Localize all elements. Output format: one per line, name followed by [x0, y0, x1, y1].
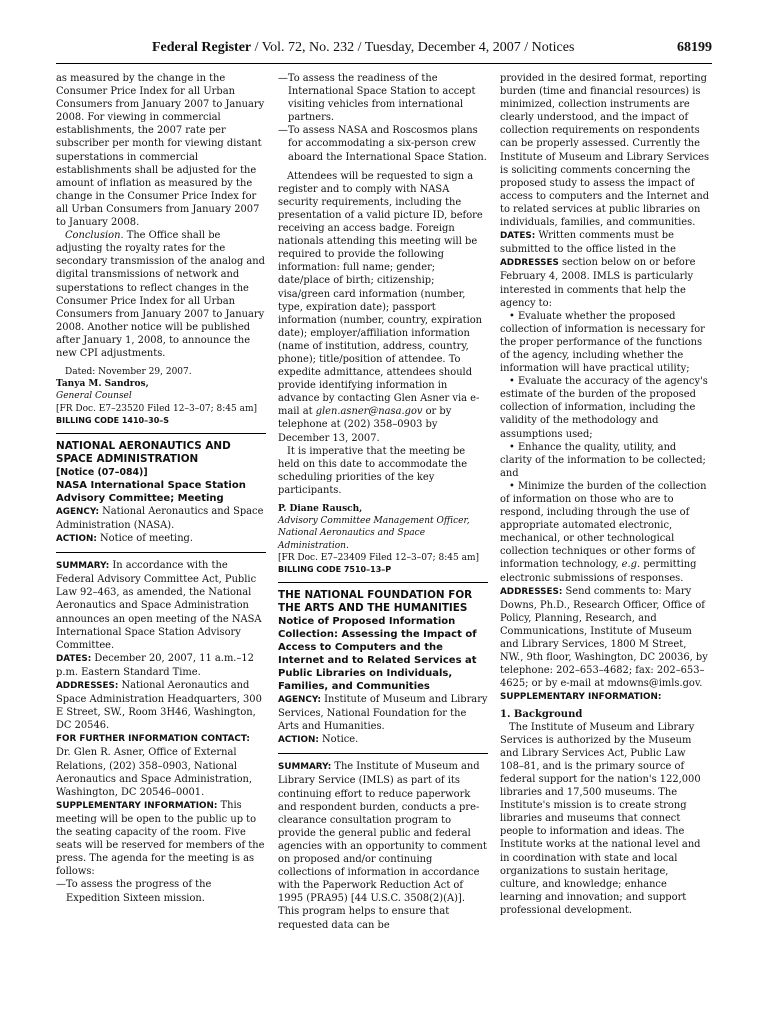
action-label: ACTION: — [278, 735, 319, 746]
section-divider — [278, 582, 488, 583]
eg-abbrev: e.g. — [621, 559, 641, 571]
billing-code: BILLING CODE 7510–13–P — [278, 565, 392, 575]
action-text: Notice. — [318, 734, 359, 746]
bullet-item: • Enhance the quality, utility, and clarity of the information to be collected; and — [500, 441, 706, 479]
addresses-field — [500, 585, 710, 691]
dates-text: Written comments must be submitted to the office listed in the — [500, 230, 676, 256]
column-3 — [500, 72, 710, 917]
conclusion-text: The Office shall be adjusting the royalty rates for the secondary transmission of the analog and digital transmissions of network and superstations to reflect changes in the Consumer Price Index for all Urban Consumers from January 2007 to January 2008. Another notice will be published after January 1, 2008, to announce the new CPI adjustments. — [56, 230, 265, 359]
supplementary-text: This meeting will be open to the public up to the seating capacity of the room. Five seats will be reserved for members of the press. The agenda for the meeting is as follows: — [56, 799, 265, 878]
agenda-item: —To assess the progress of the Expedition Sixteen mission. — [56, 879, 212, 904]
notice-number: [Notice (07–084)] — [56, 466, 148, 478]
summary-label: SUMMARY: — [278, 762, 332, 773]
addresses-text: Send comments to: Mary Downs, Ph.D., Research Officer, Office of Policy, Planning, Research, and Communications, Institute of Museum and Library Services, 1800 M Street, NW., 9th floor, Washington, DC 20036, by telephone: 202–653–4682; fax: 202–653–4625; or by e-mail at mdowns@imls.gov. — [500, 585, 708, 690]
dates-label: DATES: — [56, 653, 92, 664]
dates-label: DATES: — [500, 231, 536, 242]
conclusion-label: Conclusion. — [65, 230, 124, 242]
field-divider — [56, 552, 266, 553]
attendees-text-end: or by telephone at (202) 358–0903 by December 13, 2007. — [278, 406, 452, 444]
action-field — [56, 532, 266, 546]
billing-code: BILLING CODE 1410–30–S — [56, 415, 170, 425]
dates-field — [56, 652, 266, 679]
agency-heading: THE NATIONAL FOUNDATION FOR THE ARTS AND THE HUMANITIES — [278, 589, 473, 615]
attendees-text: Attendees will be requested to sign a register and to comply with NASA security requirements, including the presentation of a valid picture ID, before receiving an access badge. Foreign nationals attending this meeting will be required to provide the following information: full name; gender; date/place of birth; citizenship; visa/green card information (number, type, expiration date); passport information (number, country, expiration date); employer/affiliation information (name of institution, address, country, phone); title/position of attendee. To expedite admittance, attendees should provide identifying information in advance by contacting Glen Asner via e-mail at — [278, 170, 483, 418]
supplementary-field — [500, 690, 710, 704]
agency-heading: NATIONAL AERONAUTICS AND SPACE ADMINISTRATION — [56, 439, 231, 465]
summary-text: In accordance with the Federal Advisory Committee Act, Public Law 92–463, as amended, the National Aeronautics and Space Administration announces an open meeting of the NASA International Space Station Advisory Committee. — [56, 560, 262, 651]
header-citation — [152, 40, 574, 56]
dates-text: December 20, 2007, 11 a.m.–12 p.m. Eastern Standard Time. — [56, 652, 254, 678]
signer-name: P. Diane Rausch, — [278, 504, 363, 514]
background-heading: 1. Background — [500, 708, 583, 720]
summary-text: The Institute of Museum and Library Service (IMLS) as part of its continuing effort to reduce paperwork and respondent burden, conducts a pre-clearance consultation program to provide the general public and federal agencies with an opportunity to comment on proposed and/or continuing collections of information in accordance with the Paperwork Reduction Act of 1995 (PRA95) [44 U.S.C. 3508(2)(A)]. This program helps to ensure that requested data can be — [278, 761, 487, 931]
fr-doc-line: [FR Doc. E7–23409 Filed 12–3–07; 8:45 am] — [278, 552, 480, 563]
paragraph-attendees — [278, 170, 488, 445]
journal-name: Federal Register — [152, 40, 252, 55]
action-text: Notice of meeting. — [96, 533, 194, 545]
bullet-item — [500, 480, 710, 585]
dates-field — [500, 229, 710, 310]
paragraph: provided in the desired format, reporting burden (time and financial resources) is minimized, collection instruments are clearly understood, and the impact of collection requirements on respondents can be properly assessed. Currently the Institute of Museum and Library Services is soliciting comments concerning the proposed study to assess the impact of access to computers and the Internet and to related services at public libraries on individuals, families, and communities. — [500, 73, 710, 229]
summary-field — [56, 559, 266, 652]
paragraph: as measured by the change in the Consumer Price Index for all Urban Consumers from January 2007 to January 2008. For viewing in commercial establishments, the 2007 rate per subscriber per month for viewing distant superstations in commercial establishments shall be adjusted for the amount of inflation as measured by the change in the Consumer Price Index for all Urban Consumers from January 2007 to January 2008. — [56, 73, 265, 229]
summary-label: SUMMARY: — [56, 561, 110, 572]
addresses-label: ADDRESSES: — [500, 586, 563, 597]
agency-label: AGENCY: — [278, 695, 321, 706]
addresses-ref: ADDRESSES — [500, 258, 559, 269]
column-1 — [56, 72, 266, 905]
addresses-field — [56, 679, 266, 732]
supplementary-label: SUPPLEMENTARY INFORMATION: — [500, 692, 662, 703]
bullet-item: • Evaluate the accuracy of the agency's estimate of the burden of the proposed collection of information, including the validity of the methodology and assumptions used; — [500, 376, 708, 440]
summary-field — [278, 760, 488, 931]
notice-title: NASA International Space Station Advisory Committee; Meeting — [56, 479, 246, 504]
agency-field — [278, 693, 488, 733]
agency-label: AGENCY: — [56, 506, 99, 517]
action-label: ACTION: — [56, 534, 97, 545]
paragraph-conclusion — [56, 229, 266, 360]
contact-text: Dr. Glen R. Asner, Office of External Relations, (202) 358–0903, National Aeronautics and Space Administration, Washington, DC 20546–0001. — [56, 747, 253, 798]
addresses-label: ADDRESSES: — [56, 681, 119, 691]
signer-name: Tanya M. Sandros, — [56, 379, 149, 390]
agency-text: Institute of Museum and Library Services, National Foundation for the Arts and Humanities. — [278, 694, 488, 733]
signer-title: Advisory Committee Management Officer, National Aeronautics and Space Administration. — [278, 516, 470, 551]
bullet-text-end: permitting electronic submissions of responses. — [500, 559, 697, 584]
bullet-item: • Evaluate whether the proposed collection of information is necessary for the proper performance of the functions of the agency, including whether the information will have practical utility; — [500, 310, 705, 375]
bullet-text: • Minimize the burden of the collection of information on those who are to respond, including through the use of appropriate automated electronic, mechanical, or other technological collection techniques or other forms of information technology, — [500, 480, 707, 571]
agency-field — [56, 505, 266, 532]
contact-field — [56, 732, 266, 798]
fr-doc-line: [FR Doc. E7–23520 Filed 12–3–07; 8:45 am] — [56, 403, 258, 414]
agency-text: National Aeronautics and Space Administration (NASA). — [56, 505, 264, 531]
header-rule — [56, 63, 712, 64]
page-number: 68199 — [677, 40, 712, 55]
contact-label: FOR FURTHER INFORMATION CONTACT: — [56, 734, 250, 745]
addresses-text: National Aeronautics and Space Administration Headquarters, 300 E Street, SW., Room 3H46, Washington, DC 20546. — [56, 680, 262, 732]
column-2 — [278, 72, 488, 932]
signer-title: General Counsel — [56, 391, 132, 402]
agenda-item: —To assess NASA and Roscosmos plans for accommodating a six-person crew aboard the International Space Station. — [278, 125, 487, 163]
action-field — [278, 733, 488, 747]
section-divider — [56, 433, 266, 434]
supplementary-label: SUPPLEMENTARY INFORMATION: — [56, 800, 218, 811]
header-citation-text: / Vol. 72, No. 232 / Tuesday, December 4, 2007 / Notices — [251, 40, 575, 55]
page-header — [56, 40, 712, 60]
dates-text-end: section below on or before February 4, 2008. IMLS is particularly interested in comments that help the agency to: — [500, 257, 696, 309]
background-text: The Institute of Museum and Library Services is authorized by the Museum and Library Services Act, Public Law 108–81, and is the primary source of federal support for the nation's 122,000 libraries and 17,500 museums. The Institute's mission is to create strong libraries and museums that connect people to information and ideas. The Institute works at the national level and in coordination with state and local organizations to sustain heritage, culture, and knowledge; enhance learning and innovation; and support professional development. — [500, 721, 701, 916]
field-divider — [278, 753, 488, 754]
agenda-item: —To assess the readiness of the International Space Station to accept visiting vehicles from international partners. — [278, 73, 476, 124]
supplementary-field — [56, 799, 266, 879]
email-link[interactable]: glen.asner@nasa.gov — [315, 406, 423, 418]
notice-title: Notice of Proposed Information Collection: Assessing the Impact of Access to Computers and the Internet and to Related Services at Public Libraries on Individuals, Families, and Communities — [278, 616, 477, 693]
paragraph-imperative: It is imperative that the meeting be held on this date to accommodate the scheduling priorities of the key participants. — [278, 445, 468, 496]
dated-line: Dated: November 29, 2007. — [65, 367, 192, 378]
